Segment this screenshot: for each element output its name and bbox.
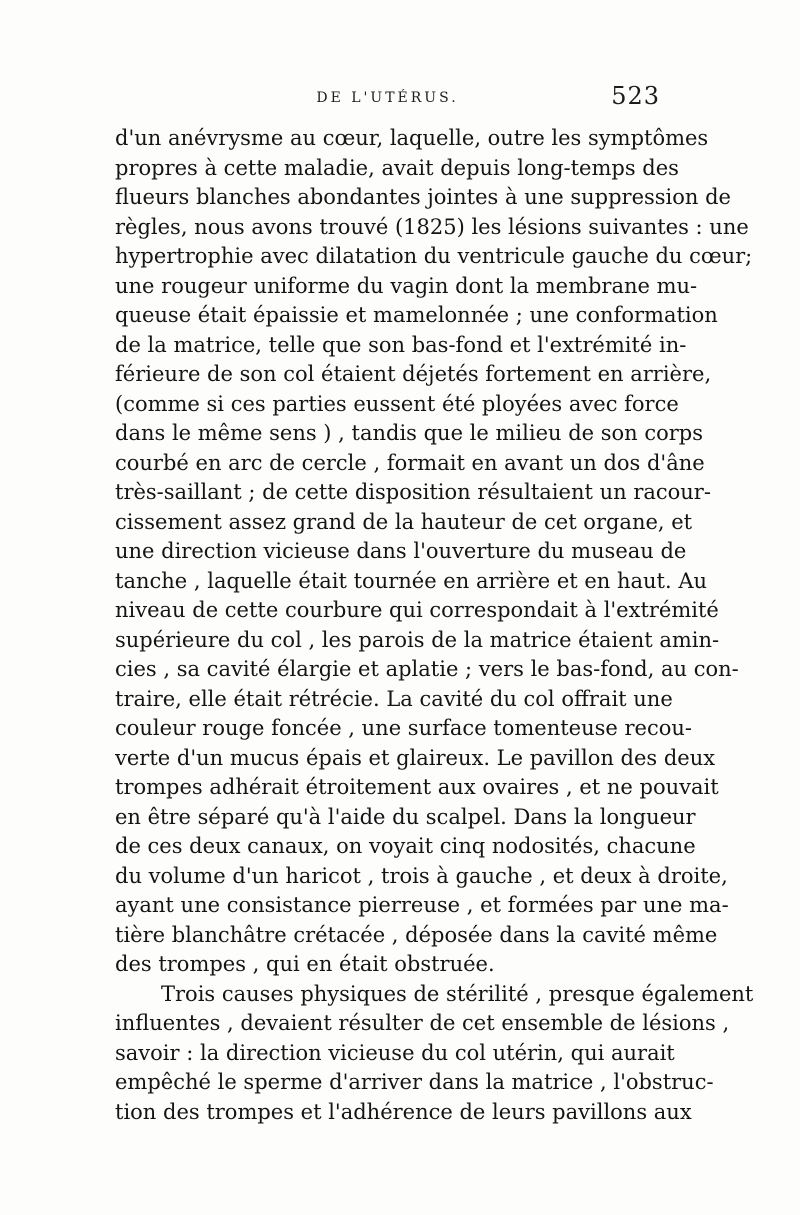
text-line: ayant une consistance pierreuse , et formées par une ma-: [115, 893, 729, 917]
text-line: cies , sa cavité élargie et aplatie ; vers le bas-fond, au con-: [115, 657, 739, 681]
text-line: très-saillant ; de cette disposition résultaient un racour-: [115, 480, 711, 504]
page-number: 523: [611, 82, 660, 110]
text-line: traire, elle était rétrécie. La cavité du col offrait une: [115, 686, 673, 711]
text-line: des trompes , qui en était obstruée.: [115, 952, 495, 976]
text-line: d'un anévrysme au cœur, laquelle, outre les symptômes: [115, 126, 709, 150]
text-line: de ces deux canaux, on voyait cinq nodosités, chacune: [115, 834, 696, 858]
text-line: niveau de cette courbure qui correspondait à l'extrémité: [115, 598, 719, 622]
text-line: dans le même sens ) , tandis que le milieu de son corps: [115, 421, 704, 445]
text-line: verte d'un mucus épais et glaireux. Le pavillon des deux: [115, 745, 716, 770]
text-line: férieure de son col étaient déjetés fortement en arrière,: [115, 362, 712, 386]
running-header: [115, 82, 660, 122]
text-line: savoir : la direction vicieuse du col utérin, qui aurait: [115, 1040, 675, 1065]
text-line: tion des trompes et l'adhérence de leurs pavillons aux: [115, 1099, 692, 1124]
text-line: influentes , devaient résulter de cet ensemble de lésions ,: [115, 1011, 730, 1035]
text-line: (comme si ces parties eussent été ployées avec force: [115, 391, 679, 416]
text-line: du volume d'un haricot , trois à gauche , et deux à droite,: [115, 863, 728, 888]
text-line: règles, nous avons trouvé (1825) les lésions suivantes : une: [115, 214, 749, 239]
text-line: propres à cette maladie, avait depuis long-temps des: [115, 155, 679, 180]
paragraph-1: [115, 124, 753, 980]
text-line: une direction vicieuse dans l'ouverture du museau de: [115, 539, 687, 563]
text-line: empêché le sperme d'arriver dans la matrice , l'obstruc-: [115, 1070, 714, 1094]
text-line: Trois causes physiques de stérilité , presque également: [161, 981, 754, 1006]
text-line: cissement assez grand de la hauteur de cet organe, et: [115, 509, 693, 534]
text-line: queuse était épaissie et mamelonnée ; une conformation: [115, 303, 718, 327]
body-text: [115, 124, 754, 1127]
text-line: tanche , laquelle était tournée en arrière et en haut. Au: [115, 568, 708, 593]
text-line: tière blanchâtre crétacée , déposée dans la cavité même: [115, 922, 718, 947]
text-line: trompes adhérait étroitement aux ovaires , et ne pouvait: [115, 775, 719, 799]
paragraph-2: [115, 980, 754, 1128]
text-line: courbé en arc de cercle , formait en avant un dos d'âne: [115, 450, 705, 475]
text-line: hypertrophie avec dilatation du ventricule gauche du cœur;: [115, 244, 753, 268]
running-title: DE L'UTÉRUS.: [316, 90, 459, 106]
text-line: en être séparé qu'à l'aide du scalpel. Dans la longueur: [115, 804, 696, 829]
text-line: supérieure du col , les parois de la matrice étaient amin-: [115, 627, 720, 652]
text-line: une rougeur uniforme du vagin dont la membrane mu-: [115, 273, 698, 298]
text-line: couleur rouge foncée , une surface tomenteuse recou-: [115, 716, 693, 740]
text-line: de la matrice, telle que son bas-fond et l'extrémité in-: [115, 332, 687, 357]
text-line: flueurs blanches abondantes jointes à une suppression de: [115, 185, 731, 209]
